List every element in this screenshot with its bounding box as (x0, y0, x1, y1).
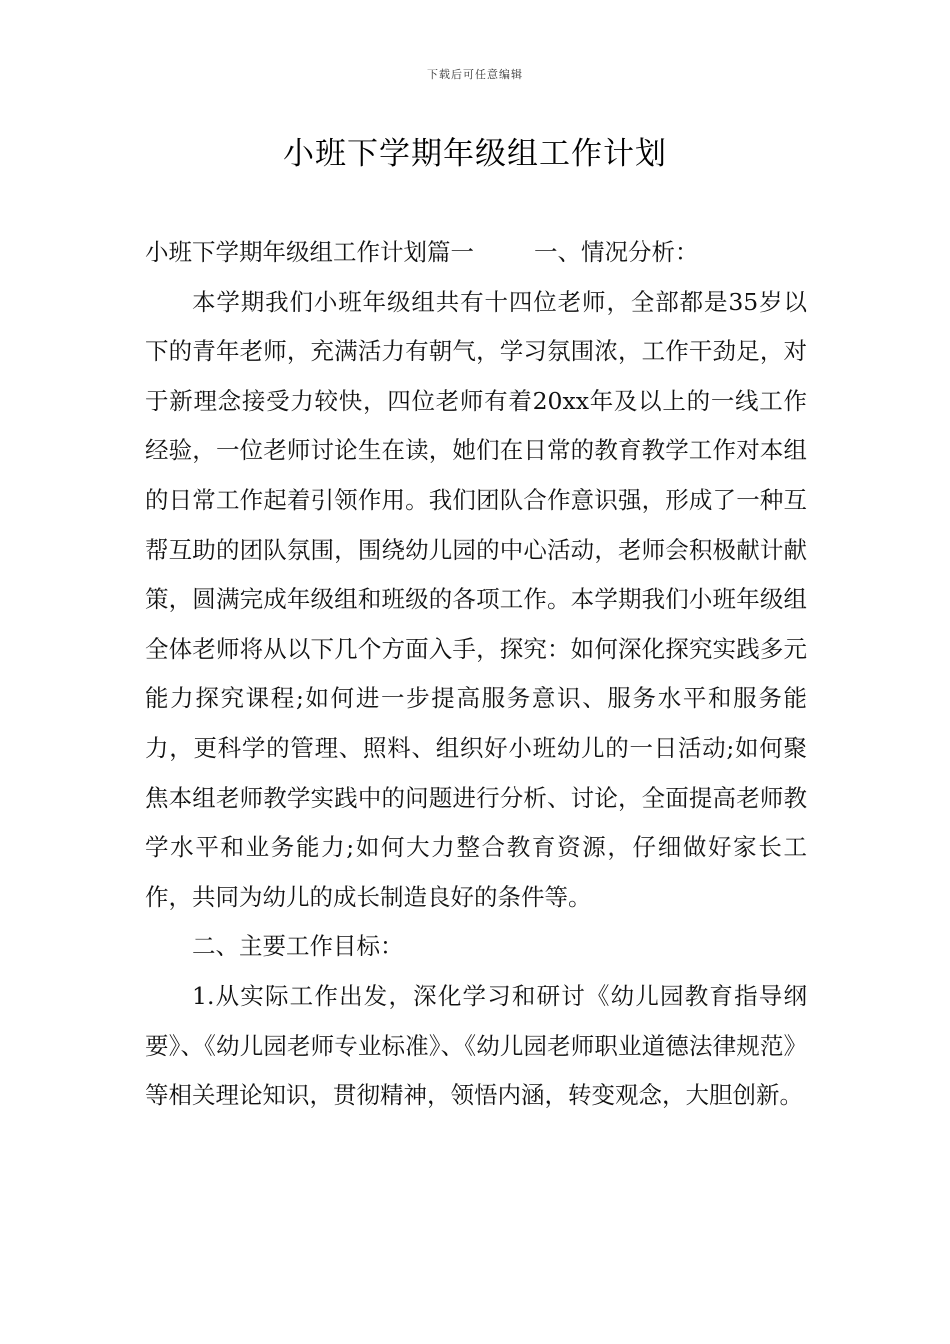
intro-line (145, 228, 807, 278)
document-body (145, 228, 807, 1121)
section-heading-goals: 二、主要工作目标： (192, 932, 404, 961)
article-label: 小班下学期年级组工作计划篇一 (145, 238, 474, 266)
paragraph-analysis: 本学期我们小班年级组共有十四位老师，全部都是35岁以下的青年老师，充满活力有朝气，学习氛围浓，工作干劲足，对于新理念接受力较快，四位老师有着20xx年及以上的一线工作经验，一位老师讨论生在读，她们在日常的教育教学工作对本组的日常工作起着引领作用。我们团队合作意识强，形成了一种互帮互助的团队氛围，围绕幼儿园的中心活动，老师会积极献计献策，圆满完成年级组和班级的各项工作。本学期我们小班年级组全体老师将从以下几个方面入手，探究：如何深化探究实践多元能力探究课程;如何进一步提高服务意识、服务水平和服务能力，更科学的管理、照料、组织好小班幼儿的一日活动;如何聚焦本组老师教学实践中的问题进行分析、讨论，全面提高老师教学水平和业务能力;如何大力整合教育资源，仔细做好家长工作，共同为幼儿的成长制造良好的条件等。 (145, 287, 807, 911)
header-note: 下载后可任意编辑 (427, 68, 523, 81)
paragraph-goal-1: 1.从实际工作出发，深化学习和研讨《幼儿园教育指导纲要》、《幼儿园老师专业标准》、《幼儿园老师职业道德法律规范》等相关理论知识，贯彻精神，领悟内涵，转变观念，大胆创新。 (145, 981, 807, 1110)
document-title: 小班下学期年级组工作计划 (283, 136, 667, 172)
section-heading-analysis: 一、情况分析： (534, 238, 699, 266)
